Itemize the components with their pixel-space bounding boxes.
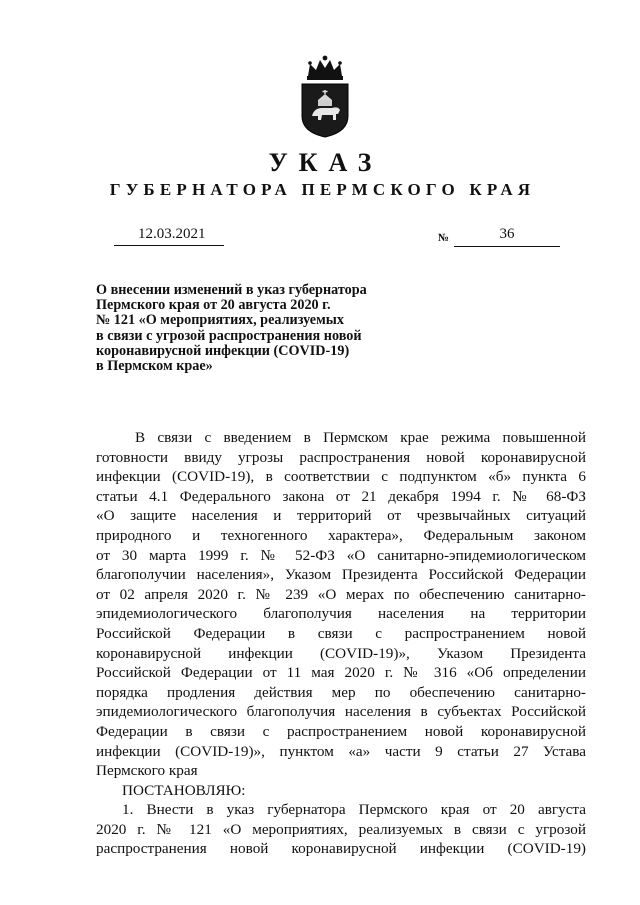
clause-line: распространения новой коронавирусной инфекции (COVID-19) xyxy=(96,840,586,858)
document-issuer: ГУБЕРНАТОРА ПЕРМСКОГО КРАЯ xyxy=(109,180,536,199)
text-line: от 02 апреля 2020 г. № 239 «О мерах по обеспечению санитарно- xyxy=(96,585,586,603)
subject-line: коронавирусной инфекции (COVID-19) xyxy=(96,342,350,359)
text-line: «О защите населения и территорий от чрезвычайных ситуаций xyxy=(96,507,586,525)
subject-line: в связи с угрозой распространения новой xyxy=(96,327,362,344)
text-line: статьи 4.1 Федерального закона от 21 декабря 1994 г. № 68-ФЗ xyxy=(96,487,586,505)
decree-word: ПОСТАНОВЛЯЮ: xyxy=(122,781,246,799)
text-line: готовности ввиду угрозы распространения новой коронавирусной xyxy=(96,448,586,466)
text-line: Российской Федерации в связи с распространением новой xyxy=(96,624,586,642)
text-line: эпидемиологического благополучия населения на территории xyxy=(96,605,586,623)
number-label: № xyxy=(438,232,450,244)
text-line: Пермского края xyxy=(96,762,198,780)
document-number: 36 xyxy=(454,226,560,247)
subject-line: в Пермском крае» xyxy=(96,358,213,375)
text-line: Российской Федерации от 11 мая 2020 г. № 316 «Об определении xyxy=(96,664,586,682)
preamble-paragraph xyxy=(96,428,586,859)
subject-line: Пермского края от 20 августа 2020 г. xyxy=(96,297,331,314)
text-line: В связи с введением в Пермском крае режима повышенной xyxy=(135,429,586,446)
text-line: коронавирусной инфекции (COVID-19)», Указом Президента xyxy=(96,644,586,662)
text-line: благополучии населения», Указом Президента Российской Федерации xyxy=(96,566,586,584)
document-title: УКАЗ xyxy=(268,148,383,177)
text-line: природного и техногенного характера», Федеральным законом xyxy=(96,526,586,544)
text-line: инфекции (COVID-19), в соответствии с подпунктом «б» пункта 6 xyxy=(96,468,586,486)
text-line: от 30 марта 1999 г. № 52-ФЗ «О санитарно-эпидемиологическом xyxy=(96,546,586,564)
subject-line: О внесении изменений в указ губернатора xyxy=(96,282,367,298)
document-date: 12.03.2021 xyxy=(114,226,224,246)
clause-line: 1. Внести в указ губернатора Пермского края от 20 августа xyxy=(122,801,586,819)
document-subject xyxy=(96,283,396,374)
text-line: Федерации в связи с распространением новой коронавирусной xyxy=(96,722,586,740)
clause-line: 2020 г. № 121 «О мероприятиях, реализуемых в связи с угрозой xyxy=(96,820,586,838)
coat-of-arms-icon xyxy=(296,54,354,138)
text-line: эпидемиологического благополучия населения в субъектах Российской xyxy=(96,703,586,721)
text-line: инфекции (COVID-19)», пунктом «а» части 9 статьи 27 Устава xyxy=(96,742,586,760)
subject-line: № 121 «О мероприятиях, реализуемых xyxy=(96,312,344,329)
text-line: порядка продления действия мер по обеспечению санитарно- xyxy=(96,683,586,701)
